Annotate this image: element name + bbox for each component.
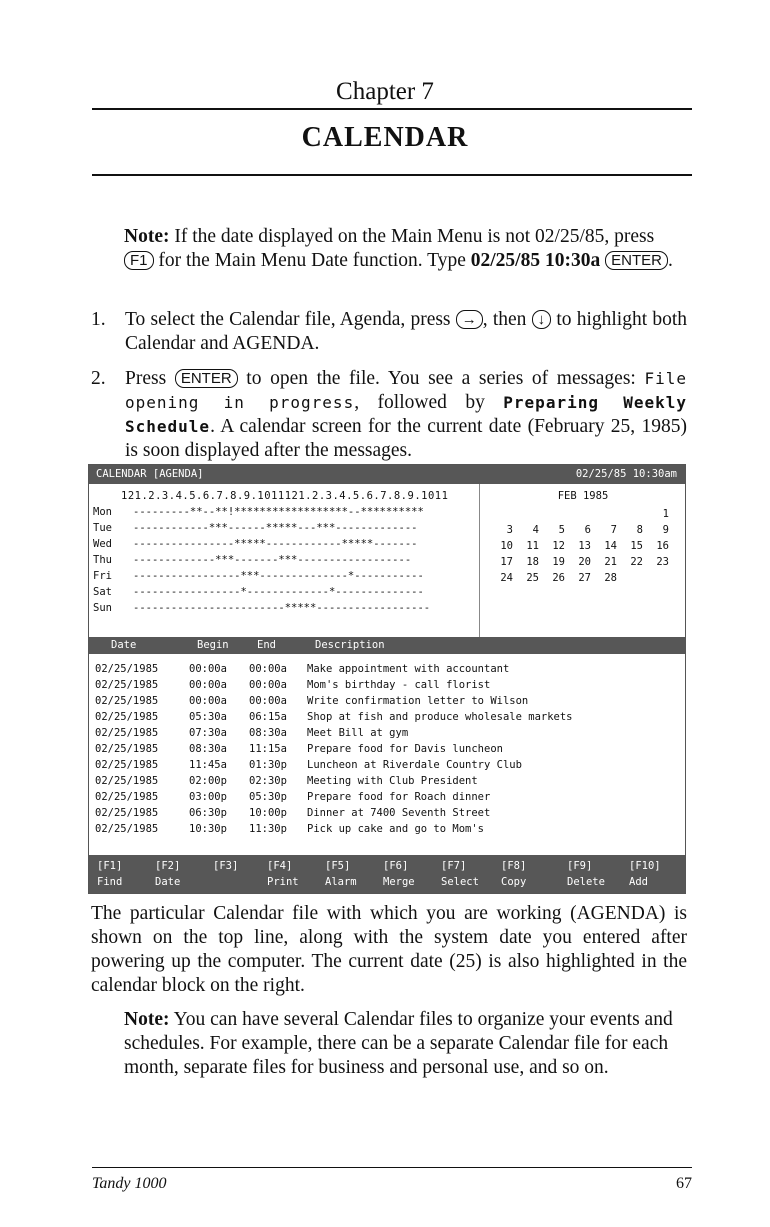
event-begin: 10:30p — [189, 823, 227, 835]
event-date: 02/25/1985 — [95, 823, 159, 835]
file-name: CALENDAR [AGENDA] — [96, 468, 204, 480]
function-key[interactable] — [501, 858, 526, 890]
event-row[interactable] — [95, 807, 675, 823]
calendar-day[interactable]: 28 — [604, 572, 617, 584]
event-begin: 08:30a — [189, 743, 227, 755]
event-end: 00:00a — [249, 679, 287, 691]
event-desc: Meeting with Club President — [307, 775, 478, 787]
event-desc: Luncheon at Riverdale Country Club — [307, 759, 522, 771]
event-begin: 03:00p — [189, 791, 227, 803]
enter-key: ENTER — [605, 251, 668, 270]
column-end[interactable]: End — [257, 639, 276, 651]
event-desc: Mom's birthday - call florist — [307, 679, 491, 691]
function-key-label: Copy — [501, 876, 527, 888]
right-arrow-key-icon: → — [456, 310, 483, 329]
event-desc: Prepare food for Roach dinner — [307, 791, 491, 803]
event-row[interactable] — [95, 823, 675, 839]
event-date: 02/25/1985 — [95, 695, 159, 707]
event-begin: 06:30p — [189, 807, 227, 819]
explanation-paragraph: The particular Calendar file with which you are working (AGENDA) is shown on the top line, along with the system date you entered after powering up the computer. The current date (25) is also highlighted in the calendar block on the right. — [91, 903, 687, 996]
screen-top-bar — [89, 465, 685, 484]
hour-scale: 121.2.3.4.5.6.7.8.9.1011121.2.3.4.5.6.7.8.9.1011 — [121, 490, 449, 502]
event-begin: 05:30a — [189, 711, 227, 723]
event-desc: Write confirmation letter to Wilson — [307, 695, 529, 707]
function-key[interactable] — [155, 858, 180, 890]
event-row[interactable] — [95, 727, 675, 743]
event-end: 01:30p — [249, 759, 287, 771]
event-date: 02/25/1985 — [95, 759, 159, 771]
chapter-label: Chapter 7 — [336, 78, 434, 105]
enter-key: ENTER — [175, 369, 238, 388]
calendar-day[interactable]: 9 — [662, 524, 669, 536]
function-key-number: [F9] — [567, 860, 593, 872]
event-end: 10:00p — [249, 807, 287, 819]
calendar-day[interactable]: 4 — [532, 524, 539, 536]
event-row[interactable] — [95, 695, 675, 711]
function-key[interactable] — [441, 858, 479, 890]
function-key-label: Merge — [383, 876, 415, 888]
function-key[interactable] — [267, 858, 299, 890]
calendar-day[interactable]: 15 — [630, 540, 643, 552]
function-key-label: Delete — [567, 876, 605, 888]
calendar-screen — [88, 464, 686, 894]
function-key[interactable] — [383, 858, 415, 890]
event-desc: Dinner at 7400 Seventh Street — [307, 807, 491, 819]
calendar-week — [491, 556, 681, 570]
function-key-label: Alarm — [325, 876, 357, 888]
step-number: 1. — [91, 309, 106, 330]
page-title: CALENDAR — [301, 122, 469, 153]
function-key-label: Date — [155, 876, 181, 888]
calendar-week — [491, 508, 681, 522]
event-row[interactable] — [95, 679, 675, 695]
event-desc: Meet Bill at gym — [307, 727, 409, 739]
function-key[interactable] — [97, 858, 122, 890]
event-date: 02/25/1985 — [95, 727, 159, 739]
function-key-number: [F1] — [97, 860, 123, 872]
function-key-bar — [89, 855, 685, 893]
month-label: FEB 1985 — [557, 490, 609, 502]
event-begin: 00:00a — [189, 695, 227, 707]
calendar-week — [491, 524, 681, 538]
column-begin[interactable]: Begin — [197, 639, 229, 651]
title-rule — [92, 174, 692, 176]
calendar-day[interactable]: 6 — [584, 524, 591, 536]
date-entry: 02/25/85 10:30a — [470, 250, 601, 271]
calendar-day[interactable]: 22 — [630, 556, 643, 568]
calendar-day[interactable]: 7 — [610, 524, 617, 536]
event-row[interactable] — [95, 711, 675, 727]
day-row[interactable]: Tue ------------***------*****---***------------- — [93, 522, 418, 534]
note-label: Note: — [124, 226, 170, 247]
function-key-number: [F6] — [383, 860, 409, 872]
calendar-day[interactable]: 23 — [656, 556, 669, 568]
calendar-day[interactable]: 18 — [526, 556, 539, 568]
event-begin: 00:00a — [189, 663, 227, 675]
event-desc: Make appointment with accountant — [307, 663, 510, 675]
day-row[interactable]: Fri -----------------***--------------*----------- — [93, 570, 424, 582]
day-row[interactable]: Mon ---------**--**!******************--********** — [93, 506, 424, 518]
event-end: 11:30p — [249, 823, 287, 835]
event-list-header — [89, 637, 685, 654]
event-row[interactable] — [95, 663, 675, 679]
event-end: 00:00a — [249, 695, 287, 707]
function-key-label: Print — [267, 876, 299, 888]
event-row[interactable] — [95, 775, 675, 791]
event-begin: 02:00p — [189, 775, 227, 787]
calendar-day[interactable]: 16 — [656, 540, 669, 552]
calendar-week — [491, 572, 681, 586]
day-row[interactable]: Sat -----------------*-------------*-------------- — [93, 586, 424, 598]
page-number: 67 — [676, 1175, 692, 1192]
event-end: 11:15a — [249, 743, 287, 755]
calendar-day[interactable]: 11 — [526, 540, 539, 552]
function-key-label: Select — [441, 876, 479, 888]
function-key-number: [F2] — [155, 860, 181, 872]
calendar-day[interactable]: 10 — [500, 540, 513, 552]
footer-book-title: Tandy 1000 — [92, 1175, 167, 1192]
weekly-schedule — [89, 484, 480, 652]
function-key[interactable] — [567, 858, 605, 890]
event-end: 00:00a — [249, 663, 287, 675]
event-row[interactable] — [95, 791, 675, 807]
system-date: 02/25/85 10:30am — [575, 468, 677, 480]
down-arrow-key-icon: ↓ — [532, 310, 552, 329]
function-key-number: [F7] — [441, 860, 467, 872]
event-desc: Pick up cake and go to Mom's — [307, 823, 485, 835]
month-calendar — [481, 484, 685, 652]
f1-key: F1 — [124, 251, 154, 270]
column-description[interactable]: Description — [315, 639, 385, 651]
event-date: 02/25/1985 — [95, 711, 159, 723]
function-key-number: [F10] — [629, 860, 661, 872]
event-row[interactable] — [95, 759, 675, 775]
footer-rule — [92, 1167, 692, 1168]
calendar-day[interactable]: 12 — [552, 540, 565, 552]
calendar-day[interactable]: 27 — [578, 572, 591, 584]
step-1: 1. To select the Calendar file, Agenda, press → , then ↓ to highlight both Calendar and AGENDA. — [91, 309, 687, 354]
function-key-number: [F4] — [267, 860, 293, 872]
event-end: 08:30a — [249, 727, 287, 739]
calendar-day[interactable]: 1 — [662, 508, 669, 520]
calendar-day[interactable]: 19 — [552, 556, 565, 568]
calendar-day[interactable]: 20 — [578, 556, 591, 568]
function-key-number: [F8] — [501, 860, 527, 872]
calendar-day[interactable]: 24 — [500, 572, 513, 584]
event-desc: Shop at fish and produce wholesale markets — [307, 711, 573, 723]
calendar-day[interactable]: 26 — [552, 572, 565, 584]
event-begin: 07:30a — [189, 727, 227, 739]
event-date: 02/25/1985 — [95, 775, 159, 787]
calendar-day[interactable]: 5 — [558, 524, 565, 536]
calendar-day[interactable]: 14 — [604, 540, 617, 552]
day-row[interactable]: Sun ------------------------*****------------------ — [93, 602, 431, 614]
function-key-label: Find — [97, 876, 123, 888]
calendar-day[interactable]: 21 — [604, 556, 617, 568]
note-date: Note: If the date displayed on the Main Menu is not 02/25/85, press F1 for the Main Menu Date function. Type 02/25/85 10:30a ENTER . — [124, 226, 673, 271]
calendar-day[interactable]: 25 — [526, 572, 539, 584]
event-date: 02/25/1985 — [95, 791, 159, 803]
calendar-day[interactable]: 13 — [578, 540, 591, 552]
top-rule — [92, 108, 692, 110]
note-label: Note: — [124, 1009, 170, 1030]
day-row[interactable]: Thu -------------***-------***------------------ — [93, 554, 412, 566]
event-row[interactable] — [95, 743, 675, 759]
calendar-day[interactable]: 8 — [636, 524, 643, 536]
event-date: 02/25/1985 — [95, 743, 159, 755]
function-key[interactable] — [213, 858, 238, 874]
function-key-number: [F5] — [325, 860, 351, 872]
function-key[interactable] — [325, 858, 357, 890]
column-date[interactable]: Date — [111, 639, 137, 651]
message-preparing: Preparing Weekly Schedule — [125, 393, 687, 436]
step-number: 2. — [91, 368, 106, 389]
calendar-day[interactable]: 17 — [500, 556, 513, 568]
day-row[interactable]: Wed ----------------*****------------*****------- — [93, 538, 418, 550]
event-begin: 00:00a — [189, 679, 227, 691]
event-end: 02:30p — [249, 775, 287, 787]
calendar-day[interactable]: 3 — [506, 524, 513, 536]
event-begin: 11:45a — [189, 759, 227, 771]
event-list — [95, 663, 675, 839]
event-end: 05:30p — [249, 791, 287, 803]
message-opening: File opening in progress — [125, 369, 688, 412]
event-date: 02/25/1985 — [95, 807, 159, 819]
event-date: 02/25/1985 — [95, 679, 159, 691]
event-desc: Prepare food for Davis luncheon — [307, 743, 503, 755]
calendar-week — [491, 540, 681, 554]
function-key-label: Add — [629, 876, 648, 888]
step-2: 2. Press ENTER to open the file. You see a series of messages: File opening in progress, followed by Preparing Weekly Schedule. A calendar screen for the current date (February 25, 1985) is soon displayed after the messages. — [91, 368, 688, 461]
function-key[interactable] — [629, 858, 661, 890]
note-calendar-files: Note: You can have several Calendar files to organize your events and schedules. For example, there can be a separate Calendar file for each month, separate files for business and personal use, and so on. — [124, 1009, 673, 1078]
event-date: 02/25/1985 — [95, 663, 159, 675]
function-key-number: [F3] — [213, 860, 239, 872]
event-end: 06:15a — [249, 711, 287, 723]
